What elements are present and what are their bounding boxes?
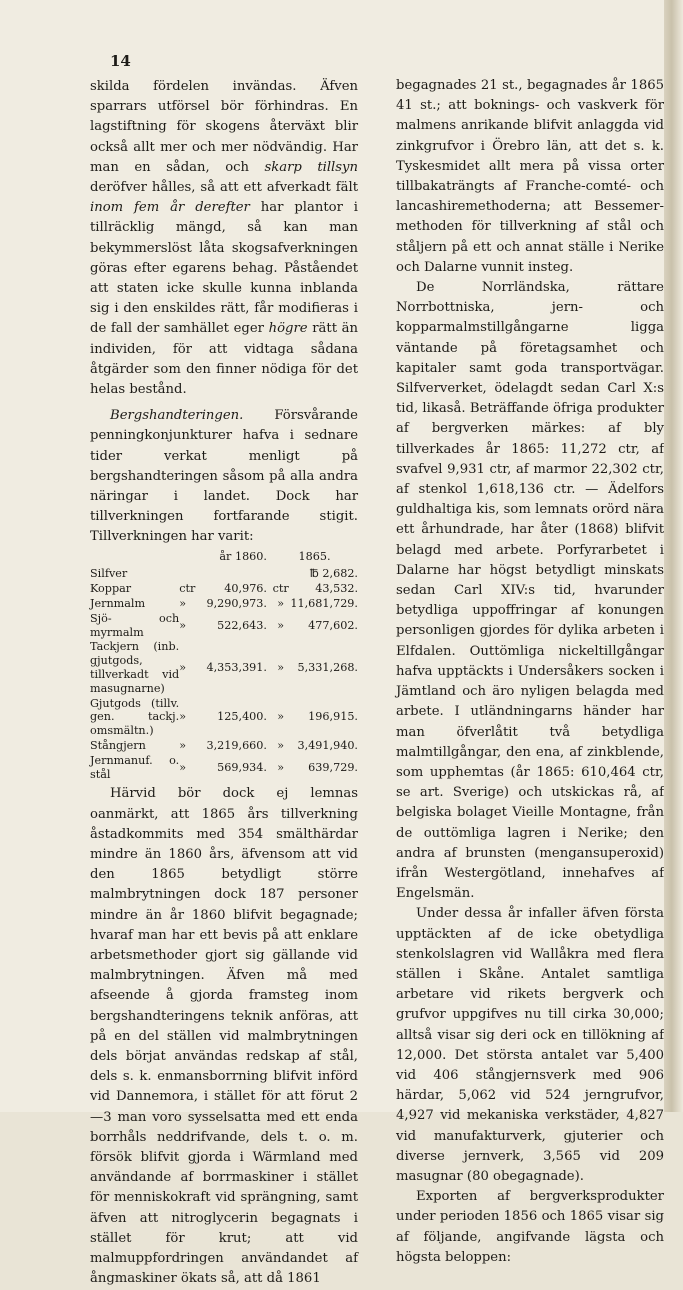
paragraph-remarks: Härvid bör dock ej lemnas oanmärkt, att 1865 års tillverkning åstadkommits med 354 smälthärdar mindre än 1860 års, äfvensom att vid den 1865 betydligt större malmbrytningen dock 187 personer mindre än år 1860 blifvit begagnade; hvaraf man har ett bevis på att enklare arbetsmethoder gjort sig gällande vid malmbrytningen. Äfven må med afseende å gjorda framsteg inom bergshandteringens teknik anföras, att på en del ställen vid malmbrytningen dels börjat användas redskap af stål, dels s. k. enmansborrning blifvit införd vid Dannemora, i stället för att förut 2—3 man voro sysselsatta med ett enda borrhåls neddrifvande, dels t. o. m. försök blifvit gjorda i Wärmland med användande af borrmaskiner i stället för menniskokraft vid sprängning, samt äfven att nitroglycerin begagnats i stället för krut; att vid malmuppfordringen användandet af ångmaskiner ökats så, att då 1861 bbox=[90, 786, 358, 1287]
page-edge bbox=[664, 0, 683, 1112]
table-row: Jernmanuf. o. stål » 569,934. » 639,729. bbox=[90, 753, 358, 781]
production-table bbox=[90, 550, 358, 783]
left-column bbox=[90, 77, 358, 1290]
paragraph-mining-intro: Bergshandteringen. Försvårande penningkonjunkturer hafva i sednare tider verkat menligt på bergshandteringen såsom på alla andra näringar i landet. Dock har tillverkningen fortfarande stigit. Tillverkningen har varit: bbox=[90, 408, 358, 545]
table-row: Stångjern » 3,219,660. » 3,491,940. bbox=[90, 739, 358, 753]
header-1860: år 1860. bbox=[219, 549, 267, 563]
table-row: Silfver ℔ 2,682. bbox=[90, 567, 358, 581]
paragraph-continuation: begagnades 21 st., begagnades år 1865 41 st.; att boknings- och vaskverk för malmens anrikande blifvit anlaggda vid zinkgrufvor i Örebro län, att det s. k. Tyskesmidet allt mera på vissa orter tillbakaträngts af Franche-comté- och lancashiremethoderna; att Bessemer-methoden för tillverkning af stål och ståljern på ett och annat ställe i Nerike och Dalarne vunnit insteg. bbox=[396, 78, 664, 275]
table-row: Tackjern (inb. gjutgods, tillverkadt vid masugnarne) » 4,353,391. » 5,331,268. bbox=[90, 640, 358, 695]
right-column bbox=[396, 76, 664, 1268]
table-row: Sjö- och myrmalm » 522,643. » 477,602. bbox=[90, 611, 358, 639]
header-1865: 1865. bbox=[298, 549, 331, 563]
table-row: Koppar ctr 40,976. ctr 43,532. bbox=[90, 582, 358, 596]
page-number: 14 bbox=[110, 52, 131, 70]
table-row: Jernmalm » 9,290,973. » 11,681,729. bbox=[90, 597, 358, 611]
paragraph-export: Exporten af bergverksprodukter under perioden 1856 och 1865 visar sig af följande, angifvande lägsta och högsta beloppen: bbox=[396, 1189, 664, 1265]
table-header-row bbox=[90, 550, 358, 568]
paragraph-forestry: skilda fördelen invändas. Äfven sparrars utförsel bör förhindras. En lagstiftning för skogens återväxt blir också allt mer och mer nödvändig. Har man en sådan, och skarp tillsyn deröfver hålles, så att ett afverkadt fält inom fem år derefter har plantor i tillräcklig mängd, så kan man bekymmerslöst låta skogsafverkningen göras efter egarens behag. Påståendet att staten icke skulle kunna inblanda sig i den enskildes rätt, får modifieras i de fall der samhället eger högre rätt än individen, för att vidtaga sådana åtgärder som den finner nödiga för det helas bestånd. bbox=[90, 79, 358, 398]
paragraph-coal: Under dessa år infaller äfven första upptäckten af de icke obetydliga stenkolslagren vid Wallåkra med flera ställen i Skåne. Antalet samtliga arbetare vid rikets bergverk och grufvor uppgifves nu till cirka 30,000; alltså visar sig deri ock en tillökning af 12,000. Det största antalet var 5,400 vid 406 stångjernsverk med 906 härdar, 5,062 vid 524 jerngrufvor, 4,927 vid mekaniska verkstäder, 4,827 vid manufakturverk, gjuterier och diverse jernverk, 3,565 vid 209 masugnar (80 obegagnade). bbox=[396, 906, 664, 1184]
table-row: Gjutgods (tillv. gen. tackj. omsmältn.) » 125,400. » 196,915. bbox=[90, 696, 358, 738]
paragraph-norrland: De Norrländska, rättare Norrbottniska, jern- och kopparmalmstillgångarne ligga väntande på företagsamhet och kapitaler samt goda transportvägar. Silfververket, ödelagdt sedan Carl X:s tid, likaså. Beträffande öfriga produkter af bergverken märkes: af bly tillverkades år 1865: 11,272 ctr, af svafvel 9,931 ctr, af marmor 22,302 ctr, af stenkol 1,618,136 ctr. — Ädelfors guldhaltiga kis, som lemnats orörd nära ett århundrade, har åter (1868) blifvit belagd med arbete. Porfyrarbetet i Dalarne har högst betydligt minskats sedan Carl XIV:s tid, hvarunder betydliga uppoffringar af konungen personligen gjordes för dylika arbeten i Elfdalen. Outtömliga nickeltillgångar hafva upptäckts i Undersåkers socken i Jämtland och äro nyligen belagda med arbete. I utländningarns händer har man öfverlåtit två betydliga malmtillgångar, den ena, af zinkblende, som upphemtas (år 1865: 610,464 ctr, se art. Sverige) och utskickas rå, af belgiska bolaget Vieille Montagne, från de outtömliga lagren i Nerike; den andra af brunsten (mengansuperoxid) ifrån Westergötland, innehafves af Engelsmän. bbox=[396, 280, 664, 902]
